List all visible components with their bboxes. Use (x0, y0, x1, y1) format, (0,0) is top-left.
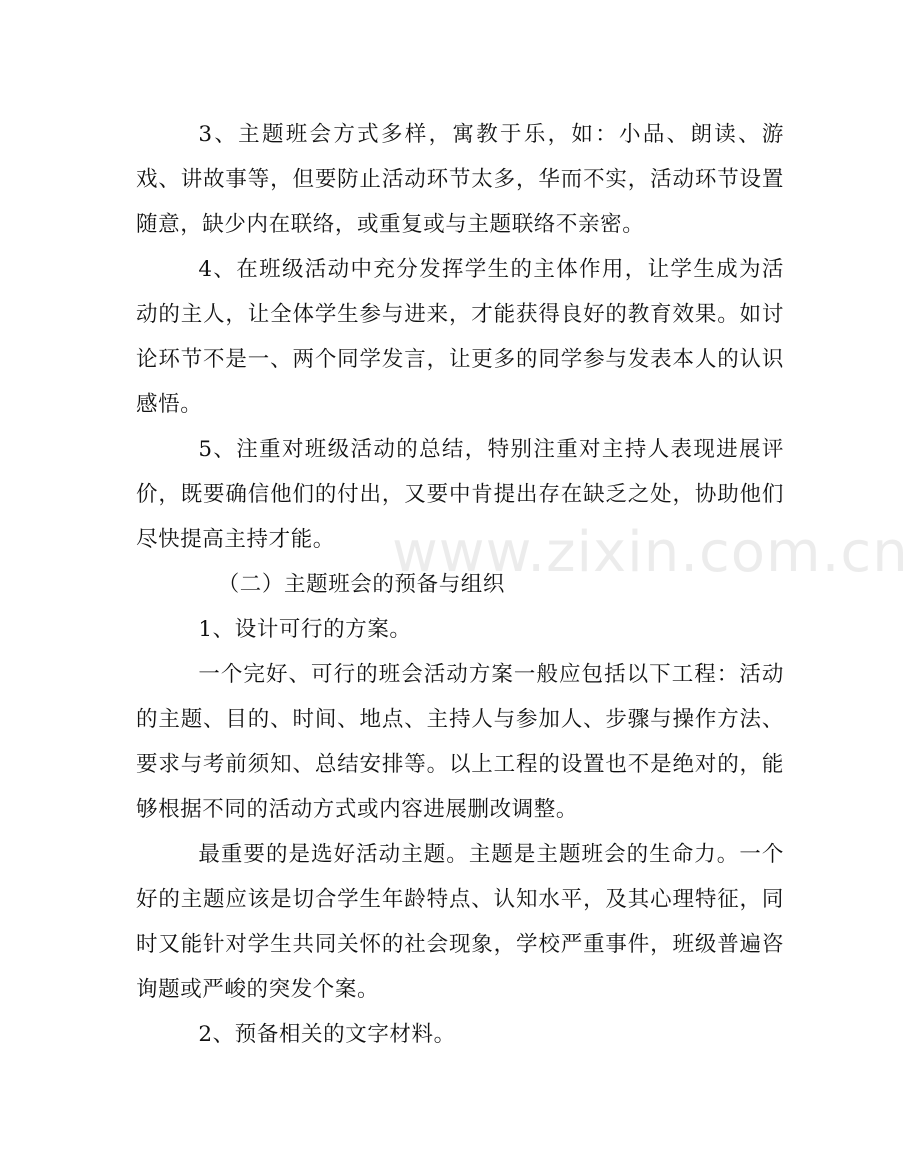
paragraph-item-3: 3、主题班会方式多样，寓教于乐，如：小品、朗读、游戏、讲故事等，但要防止活动环节太多，华而不实，活动环节设置随意，缺少内在联络，或重复或与主题联络不亲密。 (136, 122, 784, 237)
paragraph-topic-importance: 最重要的是选好活动主题。主题是主题班会的生命力。一个好的主题应该是切合学生年龄特点、认知水平，及其心理特征，同时又能针对学生共同关怀的社会现象，学校严重事件，班级普遍咨询题或严峻的突发个案。 (136, 842, 784, 1002)
paragraph-item-4: 4、在班级活动中充分发挥学生的主体作用，让学生成为活动的主人，让全体学生参与进来，才能获得良好的教育效果。如讨论环节不是一、两个同学发言，让更多的同学参与发表本人的认识感悟。 (136, 257, 784, 417)
section-heading-two: （二）主题班会的预备与组织 (217, 572, 505, 597)
paragraph-item-5: 5、注重对班级活动的总结，特别注重对主持人表现进展评价，既要确信他们的付出，又要中肯提出存在缺乏之处，协助他们尽快提高主持才能。 (136, 437, 784, 552)
paragraph-item-2: 2、预备相关的文字材料。 (198, 1022, 456, 1047)
watermark: www.zixin.com.cn (392, 520, 909, 585)
paragraph-plan-description: 一个完好、可行的班会活动方案一般应包括以下工程：活动的主题、目的、时间、地点、主持人与参加人、步骤与操作方法、要求与考前须知、总结安排等。以上工程的设置也不是绝对的，能够根据不同的活动方式或内容进展删改调整。 (136, 662, 784, 822)
paragraph-item-1: 1、设计可行的方案。 (198, 617, 412, 642)
